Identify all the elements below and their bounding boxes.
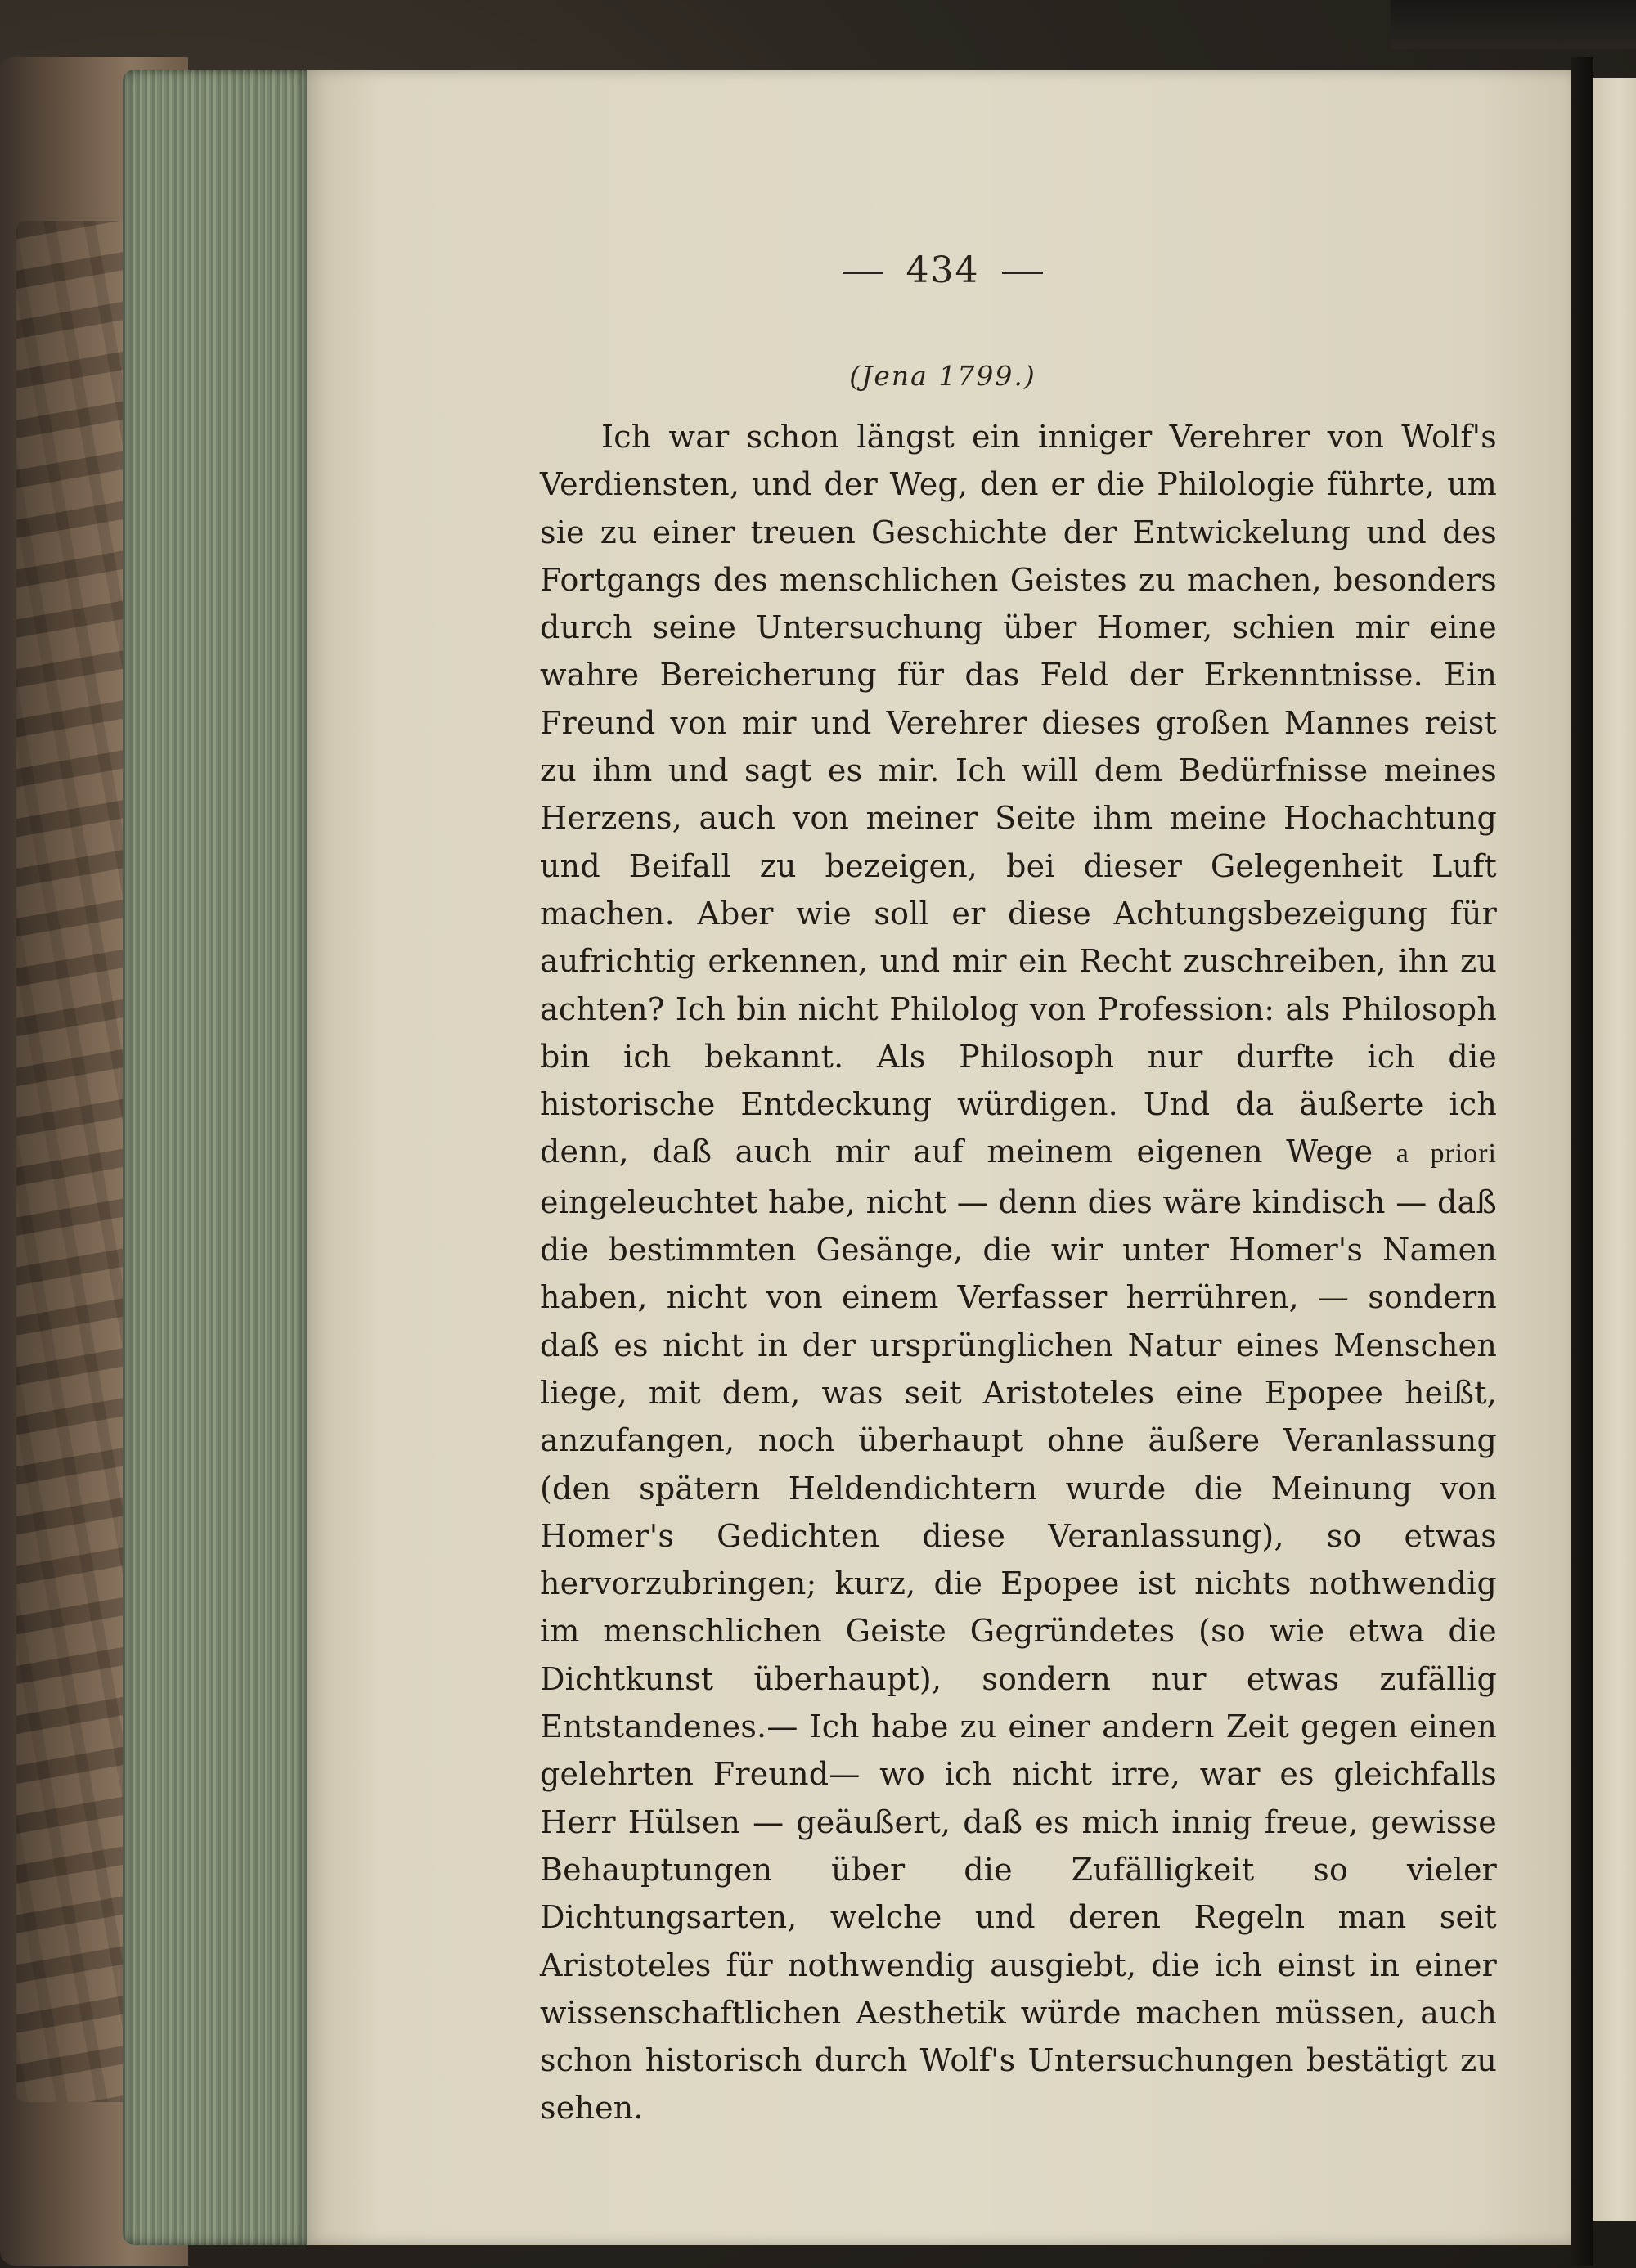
facing-page-sliver [1593,78,1636,2221]
body-text-part-1: Ich war schon längst ein inniger Verehrer von Wolf's Verdiensten, und der Weg, den er die Philologie führte, um sie zu einer treuen Geschichte der Entwickelung und des Fortgangs des menschlichen Geistes zu machen, besonders durch seine Untersuchung über Homer, schien mir eine wahre Bereicherung für das Feld der Erkenntnisse. Ein Freund von mir und Verehrer dieses großen Mannes reist zu ihm und sagt es mir. Ich will dem Bedürfnisse meines Herzens, auch von meiner Seite ihm meine Hochachtung und Beifall zu bezeigen, bei dieser Gelegenheit Luft machen. Aber wie soll er diese Achtungsbezeigung für aufrichtig erkennen, und mir ein Recht zuschreiben, ihn zu achten? Ich bin nicht Philolog von Profession: als Philosoph bin ich bekannt. Als Philosoph nur durfte ich die historische Entdeckung würdigen. Und da äußerte ich denn, daß auch mir auf meinem eigenen Wege [540,419,1497,1170]
body-text-part-2: eingeleuchtet habe, nicht — denn dies wäre kindisch — daß die bestimmten Gesänge, die wir unter Homer's Namen haben, nicht von einem Verfasser herrühren, — sondern daß es nicht in der ursprünglichen Natur eines Menschen liege, mit dem, was seit Aristoteles eine Epopee heißt, anzufangen, noch überhaupt ohne äußere Veranlassung (den spätern Heldendichtern wurde die Meinung von Homer's Gedichten diese Veranlassung), so etwas hervorzubringen; kurz, die Epopee ist nichts nothwendig im menschlichen Geiste Gegründetes (so wie etwa die Dichtkunst überhaupt), sondern nur etwas zufällig Entstandenes.— Ich habe zu einer andern Zeit gegen einen gelehrten Freund— wo ich nicht irre, war es gleichfalls Herr Hülsen — geäußert, daß es mich innig freue, gewisse Behauptungen über die Zufälligkeit so vieler Dichtungsarten, welche und deren Regeln man seit Aristoteles für nothwendig ausgiebt, die ich einst in einer wissenschaftlichen Aesthetik würde machen müssen, auch schon historisch durch Wolf's Untersuchungen bestätigt zu sehen. [540,1183,1497,2127]
antiqua-phrase: a priori [1396,1138,1497,1170]
page-block-edge [123,70,311,2245]
book-page [307,70,1579,2245]
book-gutter [1571,57,1593,2266]
body-paragraph [540,413,1497,2132]
page-number [307,249,1579,291]
dark-top-strip [1391,0,1636,49]
page-number-value: 434 [906,249,980,291]
dash-right [1002,272,1043,274]
date-heading: (Jena 1799.) [849,360,1036,392]
dash-left [843,272,883,274]
